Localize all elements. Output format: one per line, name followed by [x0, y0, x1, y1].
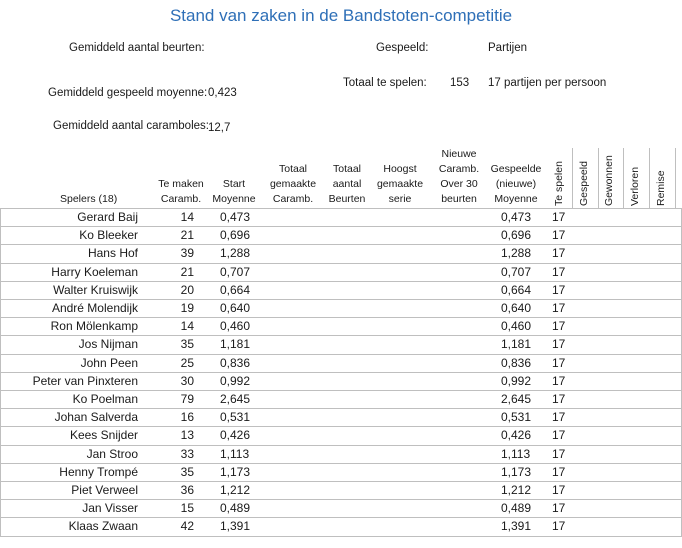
header-hoogst-serie: Hoogst gemaakte serie	[376, 163, 424, 205]
te-spelen-cell: 17	[552, 210, 566, 224]
table-row	[0, 372, 682, 390]
te-maken-cell: 21	[180, 228, 194, 243]
player-name: Jos Nijman	[78, 337, 138, 352]
gespeelde-moyenne-cell: 1,288	[501, 246, 532, 261]
table-row	[0, 354, 682, 372]
table-row	[0, 335, 682, 353]
te-maken-cell: 15	[180, 501, 194, 516]
header-start-moyenne: Start Moyenne	[212, 178, 256, 205]
partijen-label: Partijen	[488, 42, 527, 54]
te-maken-cell: 20	[180, 282, 194, 297]
per-persoon-text: 17 partijen per persoon	[488, 77, 607, 89]
player-name: Klaas Zwaan	[68, 519, 138, 534]
player-name: Jan Stroo	[86, 446, 138, 461]
header-gewonnen: Gewonnen	[603, 155, 615, 206]
table-row	[0, 244, 682, 262]
header-te-maken: Te maken Caramb.	[158, 178, 204, 205]
start-moyenne-cell: 0,460	[220, 319, 251, 334]
player-name: Johan Salverda	[54, 410, 138, 425]
te-maken-cell: 14	[180, 319, 194, 334]
te-maken-cell: 39	[180, 246, 194, 261]
table-row	[0, 390, 682, 408]
start-moyenne-cell: 0,696	[220, 228, 251, 243]
te-maken-cell: 35	[180, 337, 194, 352]
te-maken-cell: 42	[180, 519, 194, 534]
player-name: Gerard Baij	[77, 210, 138, 224]
te-spelen-cell: 17	[552, 355, 566, 370]
players-table	[0, 208, 682, 548]
te-spelen-cell: 17	[552, 228, 566, 243]
player-name: Peter van Pinxteren	[32, 373, 138, 388]
te-maken-cell: 13	[180, 428, 194, 443]
header-totaal-beurten: Totaal aantal Beurten	[328, 163, 366, 205]
te-spelen-cell: 17	[552, 464, 566, 479]
te-spelen-cell: 17	[552, 428, 566, 443]
gespeelde-moyenne-cell: 0,426	[501, 428, 532, 443]
header-remise: Remise	[655, 170, 667, 206]
start-moyenne-cell: 2,645	[220, 392, 251, 406]
player-name: Hans Hof	[87, 246, 138, 261]
te-spelen-cell: 17	[552, 282, 566, 297]
gespeelde-moyenne-cell: 0,992	[501, 373, 532, 388]
avg-beurten-label: Gemiddeld aantal beurten:	[69, 42, 205, 54]
start-moyenne-cell: 1,288	[220, 246, 251, 261]
header-gespeelde-moyenne: Gespeelde (nieuwe) Moyenne	[490, 163, 542, 205]
te-maken-cell: 79	[180, 392, 194, 406]
te-maken-cell: 35	[180, 464, 194, 479]
gespeelde-moyenne-cell: 1,181	[501, 337, 532, 352]
gespeelde-moyenne-cell: 0,664	[501, 282, 532, 297]
player-name: Harry Koeleman	[51, 264, 138, 279]
te-spelen-cell: 17	[552, 446, 566, 461]
header-totaal-gemaakte: Totaal gemaakte Caramb.	[269, 163, 317, 205]
avg-caramboles-label: Gemiddeld aantal caramboles:	[53, 120, 209, 132]
gespeelde-moyenne-cell: 0,460	[501, 319, 532, 334]
table-row	[0, 499, 682, 517]
player-name: Piet Verweel	[71, 483, 138, 497]
start-moyenne-cell: 1,173	[220, 464, 251, 479]
te-spelen-cell: 17	[552, 373, 566, 388]
totaal-te-spelen-label: Totaal te spelen:	[343, 77, 427, 89]
table-row	[0, 317, 682, 335]
player-name: Jan Visser	[82, 501, 138, 516]
avg-moyenne-label: Gemiddeld gespeeld moyenne:	[48, 87, 208, 99]
player-name: Walter Kruiswijk	[53, 282, 138, 297]
te-maken-cell: 14	[180, 210, 194, 224]
start-moyenne-cell: 0,664	[220, 282, 251, 297]
header-gespeeld: Gespeeld	[578, 161, 590, 206]
table-row	[0, 281, 682, 299]
table-row	[0, 517, 682, 535]
te-maken-cell: 19	[180, 301, 194, 315]
gespeelde-moyenne-cell: 0,707	[501, 264, 532, 279]
start-moyenne-cell: 0,473	[220, 210, 251, 224]
te-maken-cell: 25	[180, 355, 194, 370]
page-title: Stand van zaken in de Bandstoten-competitie	[169, 6, 513, 25]
player-name: Ron Mölenkamp	[50, 319, 138, 334]
header-verloren: Verloren	[629, 166, 641, 206]
player-name: John Peen	[80, 355, 138, 370]
player-name: Henny Trompé	[59, 464, 138, 479]
start-moyenne-cell: 1,181	[220, 337, 251, 352]
divider	[598, 148, 599, 208]
player-name: Kees Snijder	[69, 428, 138, 443]
table-row	[0, 208, 682, 226]
player-name: André Molendijk	[51, 301, 138, 315]
start-moyenne-cell: 0,426	[220, 428, 251, 443]
header-nieuwe-caramb: Nieuwe Caramb. Over 30 beurten	[438, 148, 480, 205]
te-maken-cell: 30	[180, 373, 194, 388]
divider	[623, 148, 624, 208]
gespeelde-moyenne-cell: 0,473	[501, 210, 532, 224]
te-spelen-cell: 17	[552, 319, 566, 334]
avg-caramboles-value: 12,7	[208, 122, 231, 134]
divider	[675, 148, 676, 208]
te-spelen-cell: 17	[552, 519, 566, 534]
table-row	[0, 463, 682, 481]
player-name: Ko Bleeker	[79, 228, 138, 243]
te-maken-cell: 33	[180, 446, 194, 461]
te-spelen-cell: 17	[552, 483, 566, 497]
te-spelen-cell: 17	[552, 264, 566, 279]
divider	[572, 148, 573, 208]
te-spelen-cell: 17	[552, 410, 566, 425]
start-moyenne-cell: 0,836	[220, 355, 251, 370]
table-row	[0, 226, 682, 244]
gespeelde-moyenne-cell: 1,212	[501, 483, 532, 497]
row-divider	[0, 536, 682, 537]
divider	[649, 148, 650, 208]
start-moyenne-cell: 1,113	[220, 446, 250, 461]
start-moyenne-cell: 0,489	[220, 501, 251, 516]
start-moyenne-cell: 0,531	[220, 410, 251, 425]
te-maken-cell: 16	[180, 410, 194, 425]
header-te-spelen: Te spelen	[553, 161, 565, 206]
table-row	[0, 263, 682, 281]
start-moyenne-cell: 0,640	[220, 301, 251, 315]
table-row	[0, 481, 682, 499]
table-row	[0, 445, 682, 463]
table-row	[0, 408, 682, 426]
te-maken-cell: 21	[180, 264, 194, 279]
te-maken-cell: 36	[180, 483, 194, 497]
gespeelde-moyenne-cell: 0,836	[501, 355, 532, 370]
gespeelde-moyenne-cell: 0,489	[501, 501, 532, 516]
te-spelen-cell: 17	[552, 501, 566, 516]
gespeelde-moyenne-cell: 2,645	[501, 392, 532, 406]
table-row	[0, 426, 682, 444]
gespeeld-label: Gespeeld:	[376, 42, 429, 54]
avg-moyenne-value: 0,423	[208, 87, 237, 99]
start-moyenne-cell: 1,391	[220, 519, 251, 534]
start-moyenne-cell: 1,212	[220, 483, 251, 497]
te-spelen-cell: 17	[552, 337, 566, 352]
te-spelen-cell: 17	[552, 301, 566, 315]
table-row	[0, 299, 682, 317]
player-name: Ko Poelman	[72, 392, 138, 406]
gespeelde-moyenne-cell: 1,113	[501, 446, 531, 461]
gespeelde-moyenne-cell: 0,531	[501, 410, 532, 425]
te-spelen-cell: 17	[552, 246, 566, 261]
totaal-te-spelen-value: 153	[450, 77, 470, 89]
gespeelde-moyenne-cell: 0,696	[501, 228, 532, 243]
header-spelers: Spelers (18)	[60, 193, 118, 205]
gespeelde-moyenne-cell: 0,640	[501, 301, 532, 315]
te-spelen-cell: 17	[552, 392, 566, 406]
start-moyenne-cell: 0,707	[220, 264, 251, 279]
gespeelde-moyenne-cell: 1,391	[501, 519, 532, 534]
gespeelde-moyenne-cell: 1,173	[501, 464, 532, 479]
start-moyenne-cell: 0,992	[220, 373, 251, 388]
